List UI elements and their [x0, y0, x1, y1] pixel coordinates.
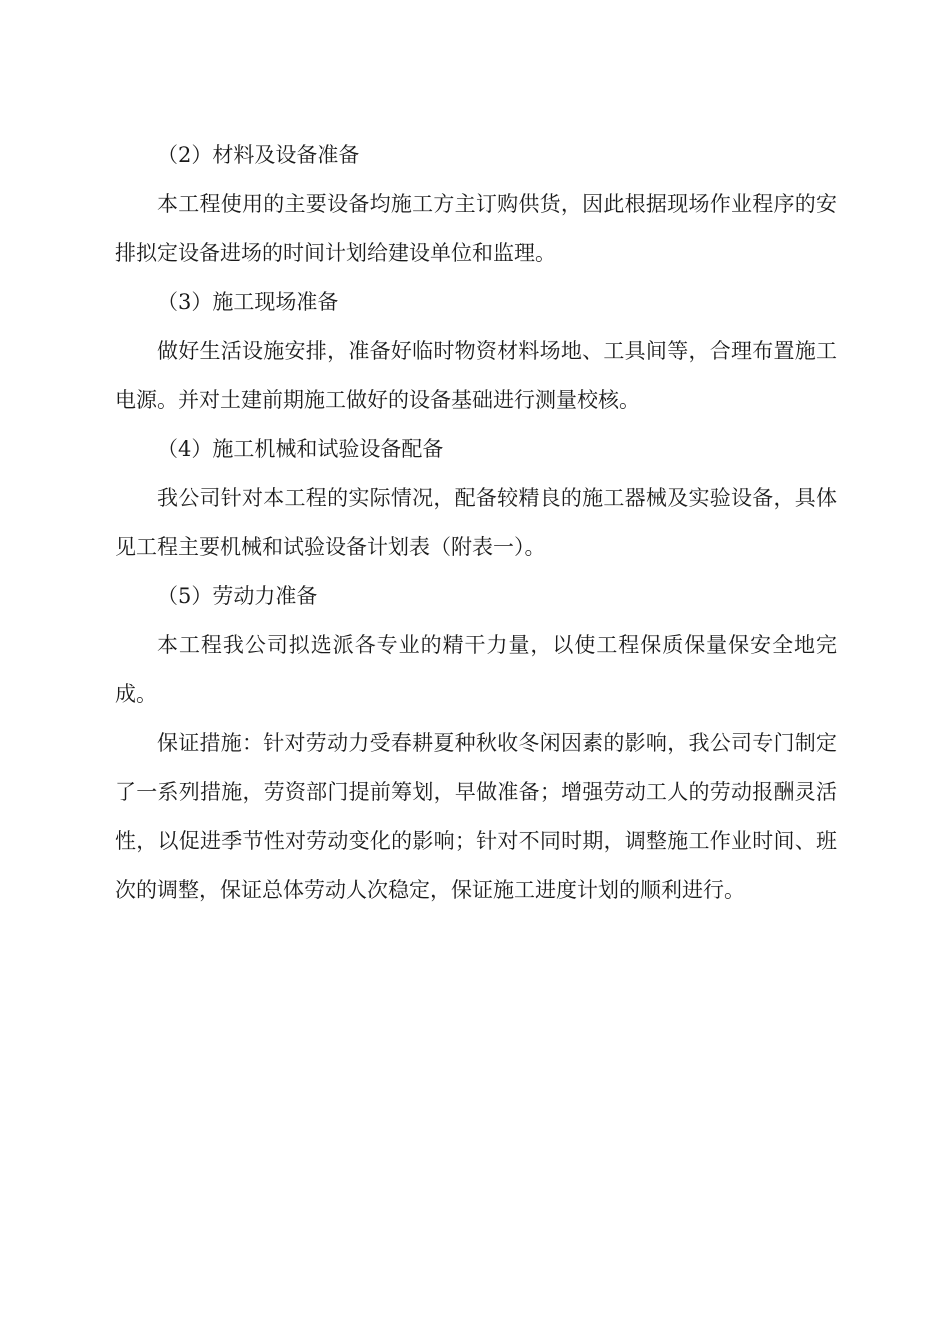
paragraph-measures: 保证措施：针对劳动力受春耕夏种秋收冬闲因素的影响，我公司专门制定了一系列措施，劳资部门提前筹划，早做准备；增强劳动工人的劳动报酬灵活性，以促进季节性对劳动变化的影响；针对不同时期，调整施工作业时间、班次的调整，保证总体劳动人次稳定，保证施工进度计划的顺利进行。	[115, 731, 837, 902]
section-heading-machinery: （4）施工机械和试验设备配备	[157, 437, 444, 461]
section-heading-labor: （5）劳动力准备	[157, 584, 318, 608]
paragraph-labor: 本工程我公司拟选派各专业的精干力量，以使工程保质保量保安全地完成。	[115, 633, 837, 706]
section-heading-materials: （2）材料及设备准备	[157, 143, 360, 167]
paragraph-materials: 本工程使用的主要设备均施工方主订购供货，因此根据现场作业程序的安排拟定设备进场的时间计划给建设单位和监理。	[115, 192, 837, 265]
paragraph-site: 做好生活设施安排，准备好临时物资材料场地、工具间等，合理布置施工电源。并对土建前期施工做好的设备基础进行测量校核。	[115, 339, 837, 412]
section-heading-site: （3）施工现场准备	[157, 290, 339, 314]
document-body	[115, 131, 837, 915]
paragraph-machinery: 我公司针对本工程的实际情况，配备较精良的施工器械及实验设备，具体见工程主要机械和试验设备计划表（附表一）。	[115, 486, 837, 559]
